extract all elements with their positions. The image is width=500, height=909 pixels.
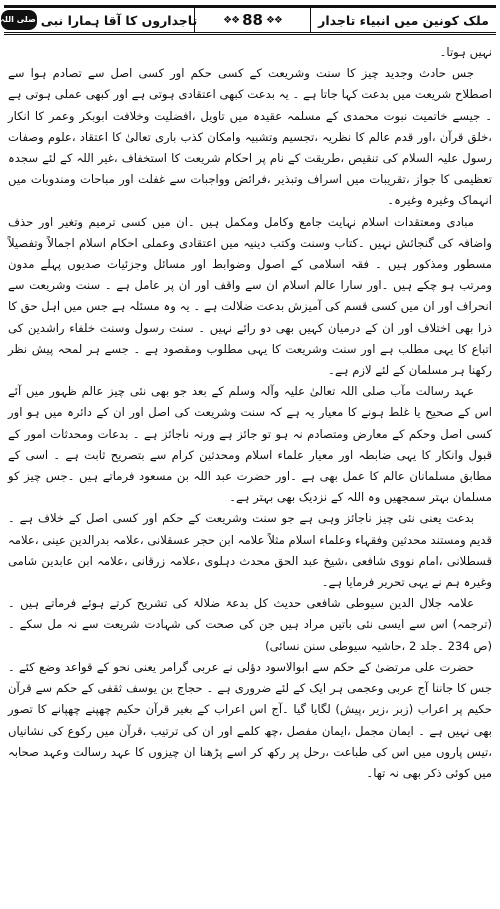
paragraph: علامہ جلال الدین سیوطی شافعی حدیث کل بدعۃ ضلالۃ کی تشریح کرتے ہوئے فرماتے ہیں ۔(ترجمہ) اس سے ایسی نئی باتیں مراد ہیں جن کی صحت کی شہادت شریعت سے نہ مل سکے ۔ (ص 234 ۔جلد 2 ،حاشیہ سیوطی سنن نسائی) xyxy=(8,596,492,653)
paragraph: عہد رسالت مآب صلی اللہ تعالیٰ علیہ وآلہ وسلم کے بعد جو بھی نئی چیز عالم ظہور میں آئے اس کے صحیح یا غلط ہونے کا معیار یہ ہے کہ سنت وشریعت کی اصل اور ان کے دائرہ میں ہو اور کسی اصل وحکم کے معارض ومتصادم نہ ہو تو جائز ہے ورنہ ناجائز ہے ۔ بدعات ومحدثات امور کے قبول وانکار کا یہی ضابطہ اور معیار علماء اسلام ومحدثین کرام سے بتصریح ثابت ہے ۔ اسی کے مطابق مسلمانان عالم کا عمل بھی ہے ۔اور حضرت عبد اللہ بن مسعود فرماتے ہیں ۔جس چیز کو مسلمان بہتر سمجھیں وہ اللہ کے نزدیک بھی بہتر ہے۔ xyxy=(8,384,492,505)
paragraph: حضرت علی مرتضیٰ کے حکم سے ابوالاسود دؤلی نے عربی گرامر یعنی نحو کے قواعد وضع کئے ۔جس کا جاننا آج عربی وعجمی ہر ایک کے لئے ضروری ہے ۔ حجاج بن یوسف ثقفی کے حکم سے قرآن حکیم پر اعراب (زبر ،زیر ،پیش) لگایا گیا ۔آج اس اعراب کے بغیر قرآن حکیم چھپنے چھپانے کا تصور بھی نہیں ہے ۔ ایمان مجمل ،ایمان مفصل ،چھ کلمے اور ان کی ترتیب ،قرآن میں رکوع کی نشانیاں ،تیس پاروں میں اس کی طباعت ،رحل پر رکھ کر اسے پڑھنا ان چیزوں کا عہد رسالت وعہد صحابہ میں کوئی ذکر بھی نہ تھا۔ xyxy=(8,659,492,780)
paragraph: مبادی ومعتقدات اسلام نہایت جامع وکامل ومکمل ہیں ۔ان میں کسی ترمیم وتغیر اور حذف واضافہ کی گنجائش نہیں ۔کتاب وسنت وکتب دینیہ میں اعتقادی وعملی احکام اسلام اجمالاً وتفصیلاً مسطور ومذکور ہیں ۔ فقہ اسلامی کے اصول وضوابط اور مسائل وجزئیات صدیوں پہلے مدون ومرتب ہو چکے ہیں ۔اور سارا عالم اسلام ان سے واقف اور ان پر عامل ہے ۔ سنت وشریعت سے انحراف اور ان میں کسی قسم کی آمیزش بدعت ضلالت ہے ۔ یہ وہ مسئلہ ہے جس میں اہل حق کا ذرا بھی اختلاف اور ان کے درمیان کہیں بھی دو رائے نہیں ۔ سنت رسول وسنت خلفاء راشدین کی اتباع کا یہی مطلب ہے اور سنت وشریعت کا یہی مطلوب ومقصود ہے ۔ جسے ہر لمحہ پیش نظر رکھنا ہر مسلمان کے لئے لازم ہے۔ xyxy=(8,214,492,378)
paragraph: جس حادث وجدید چیز کا سنت وشریعت کے کسی حکم اور کسی اصل سے تصادم ہوا سے اصطلاح شریعت میں بدعت کہا جاتا ہے ۔ یہ بدعت کبھی اعتقادی ہوتی ہے اور کبھی عملی ہوتی ہے ۔ جیسے خاتمیت نبوت محمدی کے مسلمہ عقیدہ میں تاویل ،افضلیت وخلافت ابوبکر وعمر کا انکار ،خلق قرآن ،اور قدم عالم کا نظریہ ،تجسیم وتشبیہ وامکان کذب باری تعالیٰ کا اعتقاد ،علوم وصفات رسول علیہ السلام کی تنقیص ،طریقت کے نام پر احکام شریعت کا استخفاف ،غیر اللہ کے لئے سجدہ تعظیمی کا جواز ،تقریبات میں اسراف وتبذیر ،فرائض وواجبات سے غفلت اور مباحات ومندوبات میں انہماک وغیرہ وغیرہ۔ xyxy=(8,66,492,208)
body-text xyxy=(8,42,492,904)
chapter-title-badge xyxy=(1,10,197,30)
page-number: 88 xyxy=(242,11,263,29)
header-center xyxy=(195,11,310,29)
chapter-title-text: تاجداروں کا آقا ہمارا نبی xyxy=(40,12,198,28)
book-title-text: ملک کونین میں انبیاء تاجدار xyxy=(318,12,489,28)
page-number-badge xyxy=(223,11,282,29)
page-header xyxy=(0,5,496,35)
salutation-seal-icon: صلی اللہ xyxy=(1,10,37,30)
paragraph: نہیں ہوتا۔ xyxy=(439,45,492,59)
paragraph: بدعت یعنی نئی چیز ناجائز وہی ہے جو سنت وشریعت کے حکم اور کسی اصل کے خلاف ہے ۔قدیم ومستند محدثین وفقہاء وعلماء اسلام مثلاً علامہ ابن حجر عسقلانی ،علامہ بدرالدین عینی ،علامہ قسطلانی ،امام نووی شافعی ،شیخ عبد الحق محدث دہلوی ،علامہ زرقانی ،علامہ ابن عابدین شامی وغیرہ ہم نے یہی تحریر فرمایا ہے۔ xyxy=(8,511,492,590)
book-title xyxy=(310,8,496,32)
ornament-left-icon: ❖❖ xyxy=(223,14,240,26)
ornament-right-icon: ❖❖ xyxy=(265,14,282,26)
chapter-title xyxy=(0,8,198,32)
